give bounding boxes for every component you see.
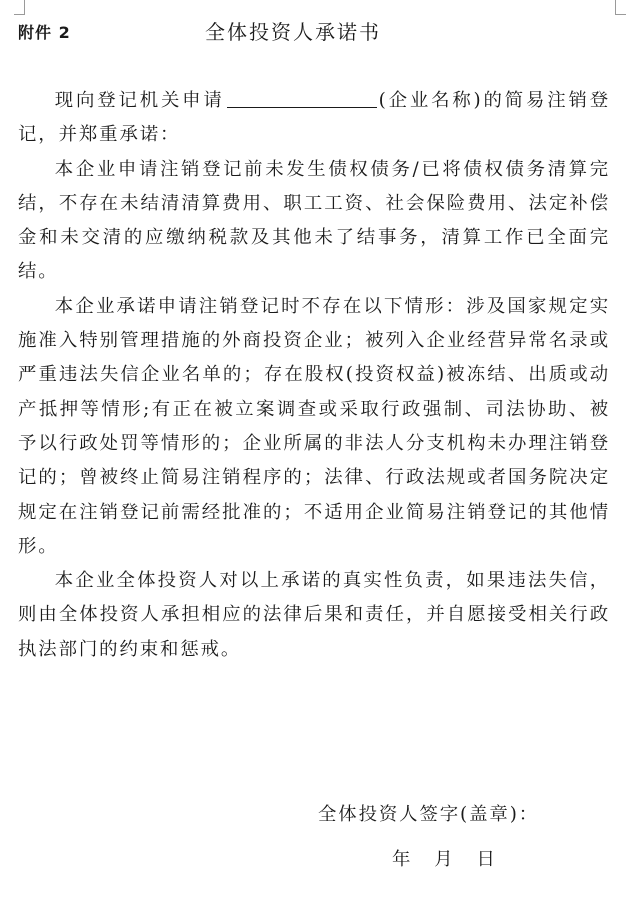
attachment-label: 附件 2	[18, 23, 71, 42]
intro-text-before-blank: 现向登记机关申请	[54, 90, 225, 111]
date-label: 年 月 日	[392, 849, 495, 870]
page-corner-mark-left	[14, 0, 25, 15]
document-title: 全体投资人承诺书	[205, 20, 381, 44]
document-body	[18, 84, 610, 667]
commitment-paragraph-conditions: 本企业承诺申请注销登记时不存在以下情形：涉及国家规定实施准入特别管理措施的外商投资企业；被列入企业经营异常名录或严重违法失信企业名单的；存在股权(投资权益)被冻结、出质或动产抵押等情形;有正在被立案调查或采取行政强制、司法协助、被予以行政处罚等情形的；企业所属的非法人分支机构未办理注销登记的；曾被终止简易注销程序的；法律、行政法规或者国务院决定规定在注销登记前需经批准的；不适用企业简易注销登记的其他情形。	[18, 295, 610, 557]
intro-text-after-blank: (企业名称)的简易注销登记，并郑重承诺：	[18, 90, 610, 146]
company-name-blank	[227, 86, 377, 108]
page-corner-mark-right	[615, 0, 626, 15]
signature-label: 全体投资人签字(盖章)：	[318, 804, 540, 825]
commitment-paragraph-debts: 本企业申请注销登记前未发生债权债务/已将债权债务清算完结，不存在未结清清算费用、职工工资、社会保险费用、法定补偿金和未交清的应缴纳税款及其他未了结事务，清算工作已全面完结。	[18, 158, 610, 283]
intro-paragraph	[18, 84, 610, 153]
commitment-paragraph-responsibility: 本企业全体投资人对以上承诺的真实性负责，如果违法失信，则由全体投资人承担相应的法律后果和责任，并自愿接受相关行政执法部门的约束和惩戒。	[18, 570, 610, 660]
